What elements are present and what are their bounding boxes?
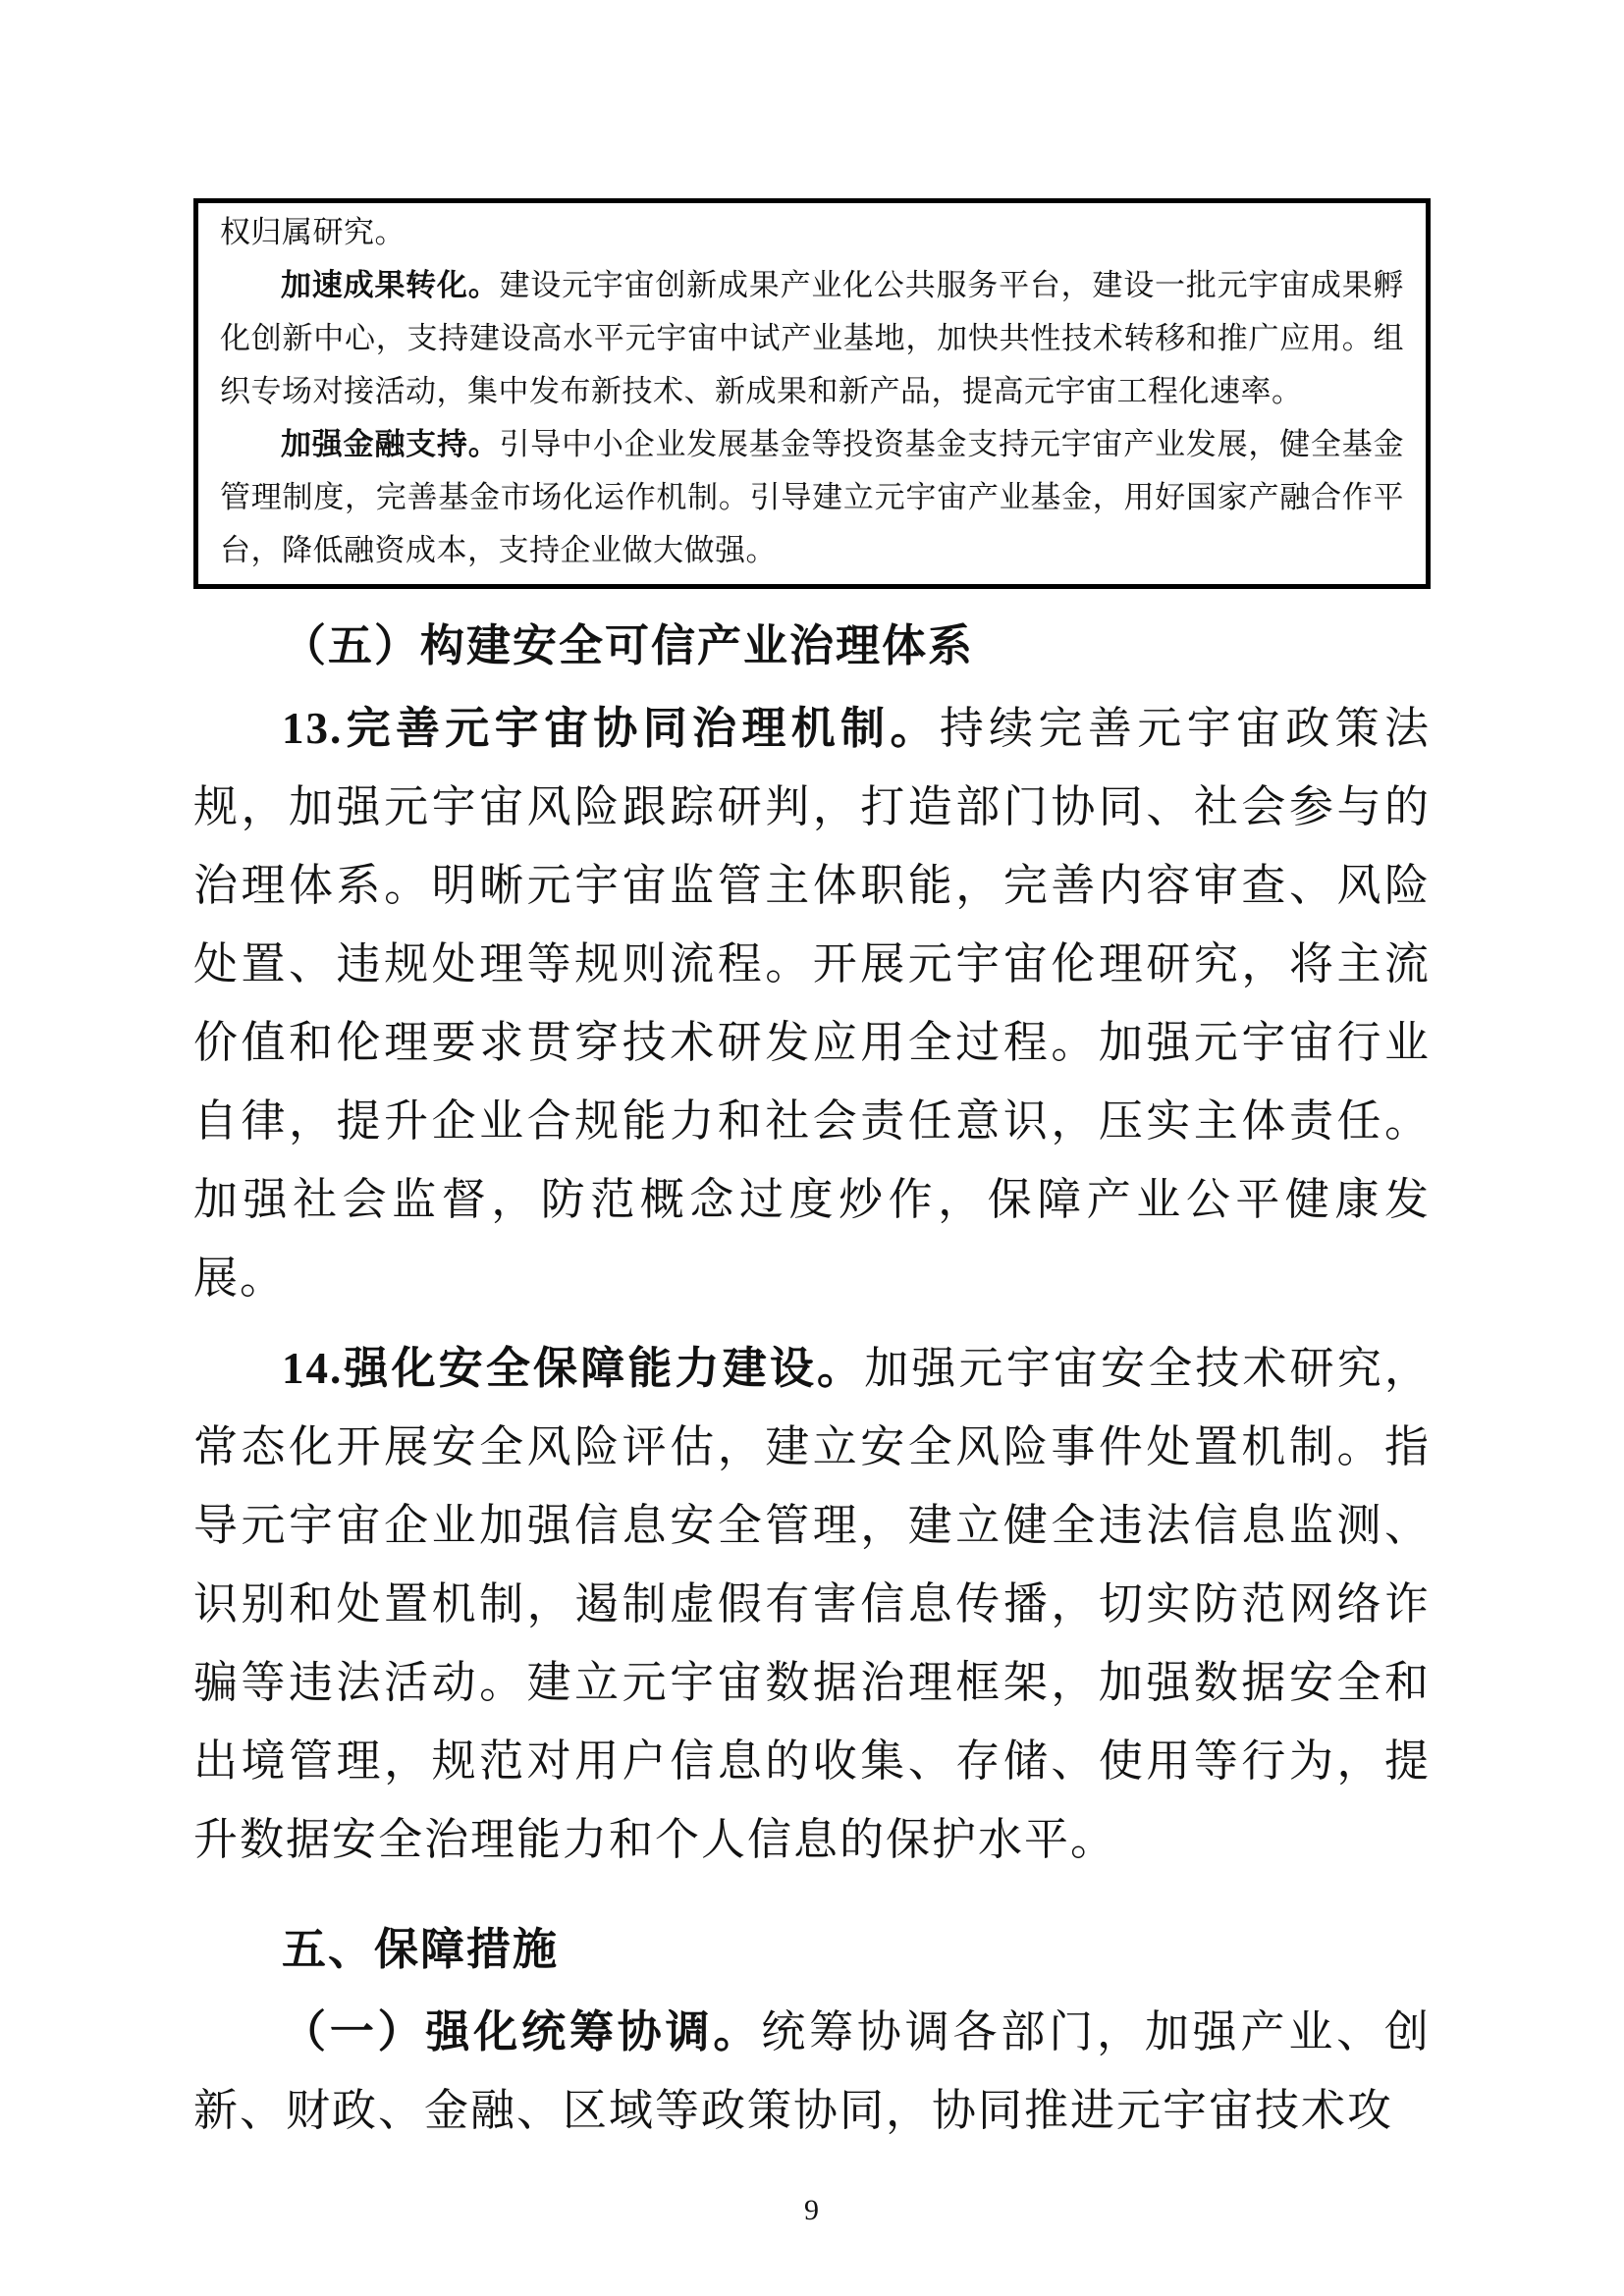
page-number: 9 [804,2194,820,2226]
paragraph-13-text: 持续完善元宇宙政策法规，加强元宇宙风险跟踪研判，打造部门协同、社会参与的治理体系。明晰元宇宙监管主体职能，完善内容审查、风险处置、违规处理等规则流程。开展元宇宙伦理研究，将主流价值和伦理要求贯穿技术研发应用全过程。加强元宇宙行业自律，提升企业合规能力和社会责任意识，压实主体责任。加强社会监督，防范概念过度炒作，保障产业公平健康发展。 [193,704,1431,1303]
chapter-heading-safeguard-measures: 五、保障措施 [282,1924,560,1974]
box-continuation-line: 权归属研究。 [220,215,406,249]
box-paragraph-lead: 加速成果转化。 [281,268,500,302]
box-paragraph-accelerate-results [220,259,1404,418]
paragraph-yi-lead: （一）强化统筹协调。 [282,2007,762,2056]
paragraph-yi-overall-coordination [193,1993,1431,2150]
paragraph-14-lead: 14.强化安全保障能力建设。 [282,1344,865,1393]
highlight-note-box [193,198,1431,589]
box-paragraph-lead: 加强金融支持。 [281,427,500,461]
section-heading-governance-system: （五）构建安全可信产业治理体系 [282,621,975,670]
paragraph-14-security-capability [193,1329,1431,1879]
box-paragraph-financial-support [220,418,1404,577]
paragraph-yi-text: 统筹协调各部门，加强产业、创新、财政、金融、区域等政策协同，协同推进元宇宙技术攻 [193,2007,1431,2135]
box-paragraph-text: 引导中小企业发展基金等投资基金支持元宇宙产业发展，健全基金管理制度，完善基金市场化运作机制。引导建立元宇宙产业基金，用好国家产融合作平台，降低融资成本，支持企业做大做强。 [220,427,1404,567]
box-paragraph-text: 建设元宇宙创新成果产业化公共服务平台，建设一批元宇宙成果孵化创新中心，支持建设高水平元宇宙中试产业基地，加快共性技术转移和推广应用。组织专场对接活动，集中发布新技术、新成果和新产品，提高元宇宙工程化速率。 [220,268,1404,408]
paragraph-13-collaborative-governance [193,689,1431,1317]
paragraph-13-lead: 13.完善元宇宙协同治理机制。 [282,704,940,753]
paragraph-14-text: 加强元宇宙安全技术研究，常态化开展安全风险评估，建立安全风险事件处置机制。指导元宇宙企业加强信息安全管理，建立健全违法信息监测、识别和处置机制，遏制虚假有害信息传播，切实防范网络诈骗等违法活动。建立元宇宙数据治理框架，加强数据安全和出境管理，规范对用户信息的收集、存储、使用等行为，提升数据安全治理能力和个人信息的保护水平。 [193,1344,1431,1864]
